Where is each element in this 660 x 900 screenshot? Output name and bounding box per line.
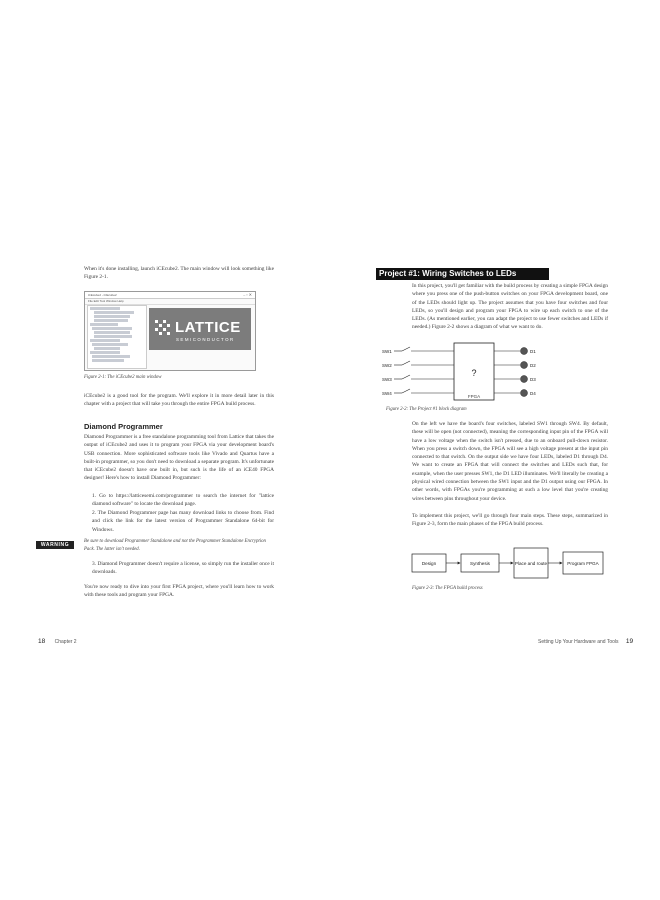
intro-paragraph: When it's done installing, launch iCEcube2. The main window will look something like Figure 2-1. bbox=[84, 266, 274, 281]
window-titlebar bbox=[85, 292, 255, 299]
fpga-question-mark: ? bbox=[471, 368, 477, 378]
icecube2-screenshot bbox=[84, 291, 256, 371]
switch-label: SW4 bbox=[382, 391, 392, 396]
warning-badge: WARNING bbox=[36, 541, 74, 549]
page-number-left: 18 bbox=[38, 638, 46, 645]
led-icon bbox=[521, 376, 528, 383]
logo-subtitle: SEMICONDUCTOR bbox=[176, 337, 235, 342]
flow-step-label: Program FPGA bbox=[567, 561, 599, 566]
figure-2-1-caption: Figure 2-1: The iCEcube2 main window bbox=[84, 375, 162, 380]
switch-label: SW2 bbox=[382, 363, 392, 368]
step-1: 1. Go to https://latticesemi.com/programmer to search the internet for "lattice diamond software" to locate the download page. bbox=[92, 493, 274, 508]
left-footer bbox=[38, 638, 77, 645]
led-d3 bbox=[494, 376, 536, 383]
led-d2 bbox=[494, 362, 536, 369]
led-icon bbox=[521, 362, 528, 369]
switch-sw1 bbox=[382, 347, 454, 354]
right-page bbox=[330, 0, 660, 900]
led-label: D2 bbox=[530, 363, 536, 368]
build-process-flow bbox=[410, 546, 610, 582]
warning-text: Be sure to download Programmer Standalone and not the Programmer Standalone Encryption Pack. The latter isn't needed. bbox=[84, 539, 266, 552]
switch-label: SW1 bbox=[382, 349, 392, 354]
lattice-mark-icon bbox=[155, 320, 171, 336]
running-head-left: Chapter 2 bbox=[54, 639, 77, 645]
step-2: 2. The Diamond Programmer page has many download links to choose from. Find and click the link for the latest version of Programmer Standalone 64-bit for Windows. bbox=[92, 510, 274, 533]
figure-2-2-caption: Figure 2-2: The Project #1 block diagram bbox=[386, 407, 467, 412]
flow-step-label: Place and route bbox=[514, 561, 548, 566]
fpga-label: FPGA bbox=[467, 394, 481, 399]
block-diagram bbox=[380, 340, 560, 402]
lattice-logo bbox=[149, 308, 251, 350]
switches-paragraph: On the left we have the board's four switches, labeled SW1 through SW4. By default, these will be open (not connected), meaning the corresponding input pin of the FPGA will have a low voltage when the switch isn't pressed, due to an onboard pull-down resistor. When you press a switch down, the FPGA will see a high voltage present at the input pin connected to that switch. On the output side we have four LEDs, labeled D1 through D4. We want to create an FPGA that will connect the switches and LEDs such that, for example, when the user presses SW1, the D1 LED illuminates. We'll literally be creating a physical wired connection between the SW1 input and the D1 output using our FPGA. In other words, with FPGAs you're programming at such a low level that you're creating wires between pins throughout your device. bbox=[412, 421, 608, 502]
steps-paragraph: To implement this project, we'll go through four main steps. These steps, summarized in Figure 2-3, form the main phases of the FPGA build process. bbox=[412, 513, 608, 528]
switch-sw3 bbox=[382, 375, 454, 382]
step-3: 3. Diamond Programmer doesn't require a license, so simply run the installer once it downloads. bbox=[92, 561, 274, 576]
led-icon bbox=[521, 348, 528, 355]
logo-name: LATTICE bbox=[175, 319, 241, 336]
led-label: D1 bbox=[530, 349, 536, 354]
window-title: iCEcube2 - iCEcube2 bbox=[88, 293, 117, 297]
switch-sw2 bbox=[382, 361, 454, 368]
figure-2-3-caption: Figure 2-3: The FPGA build process bbox=[412, 586, 483, 591]
led-d1 bbox=[494, 348, 536, 355]
flow-step-label: Synthesis bbox=[470, 561, 490, 566]
switch-sw4 bbox=[382, 389, 454, 396]
project-intro-paragraph: In this project, you'll get familiar with the build process by creating a simple FPGA design where you press one of the push-button switches on your FPGA development board, one of the LEDs should light up. The project assumes that you have four switches and four LEDs, so you'll design and program your FPGA to wire up each switch to one of the LEDs. (As mentioned earlier, you can adapt the project to use fewer switches and LEDs if needed.) Figure 2-2 shows a diagram of what we want to do. bbox=[412, 283, 608, 331]
right-footer bbox=[538, 638, 633, 645]
running-head-right: Setting Up Your Hardware and Tools bbox=[538, 639, 619, 645]
page-number-right: 19 bbox=[625, 638, 634, 645]
icecube-paragraph: iCEcube2 is a good tool for the program. We'll explore it in more detail later in this chapter with a project that will take you through the entire FPGA build process. bbox=[84, 393, 274, 408]
led-icon bbox=[521, 390, 528, 397]
closing-paragraph: You're now ready to dive into your first FPGA project, where you'll learn how to work with these tools and program your FPGA. bbox=[84, 584, 274, 599]
flow-step-label: Design bbox=[421, 561, 437, 566]
window-controls-icon: – ▫ ✕ bbox=[243, 292, 252, 297]
led-label: D4 bbox=[530, 391, 536, 396]
section-heading: Diamond Programmer bbox=[84, 422, 163, 431]
project-tree bbox=[87, 305, 147, 369]
project-title-banner: Project #1: Wiring Switches to LEDs bbox=[376, 268, 549, 280]
window-menubar: File Edit Tool Window Help bbox=[85, 299, 255, 305]
led-d4 bbox=[494, 390, 536, 397]
diamond-paragraph: Diamond Programmer is a free standalone programming tool from Lattice that takes the output of iCEcube2 and uses it to program your FPGA via your development board's USB connection. More sophisticated software tools like Vivado and Quartus have a built-in programmer, so you don't need to download a separate program. It's unfortunate that iCEcube2 doesn't have one built in, but such is the life of an iCE40 FPGA designer! Here's how to install Diamond Programmer: bbox=[84, 434, 274, 482]
switch-label: SW3 bbox=[382, 377, 392, 382]
led-label: D3 bbox=[530, 377, 536, 382]
